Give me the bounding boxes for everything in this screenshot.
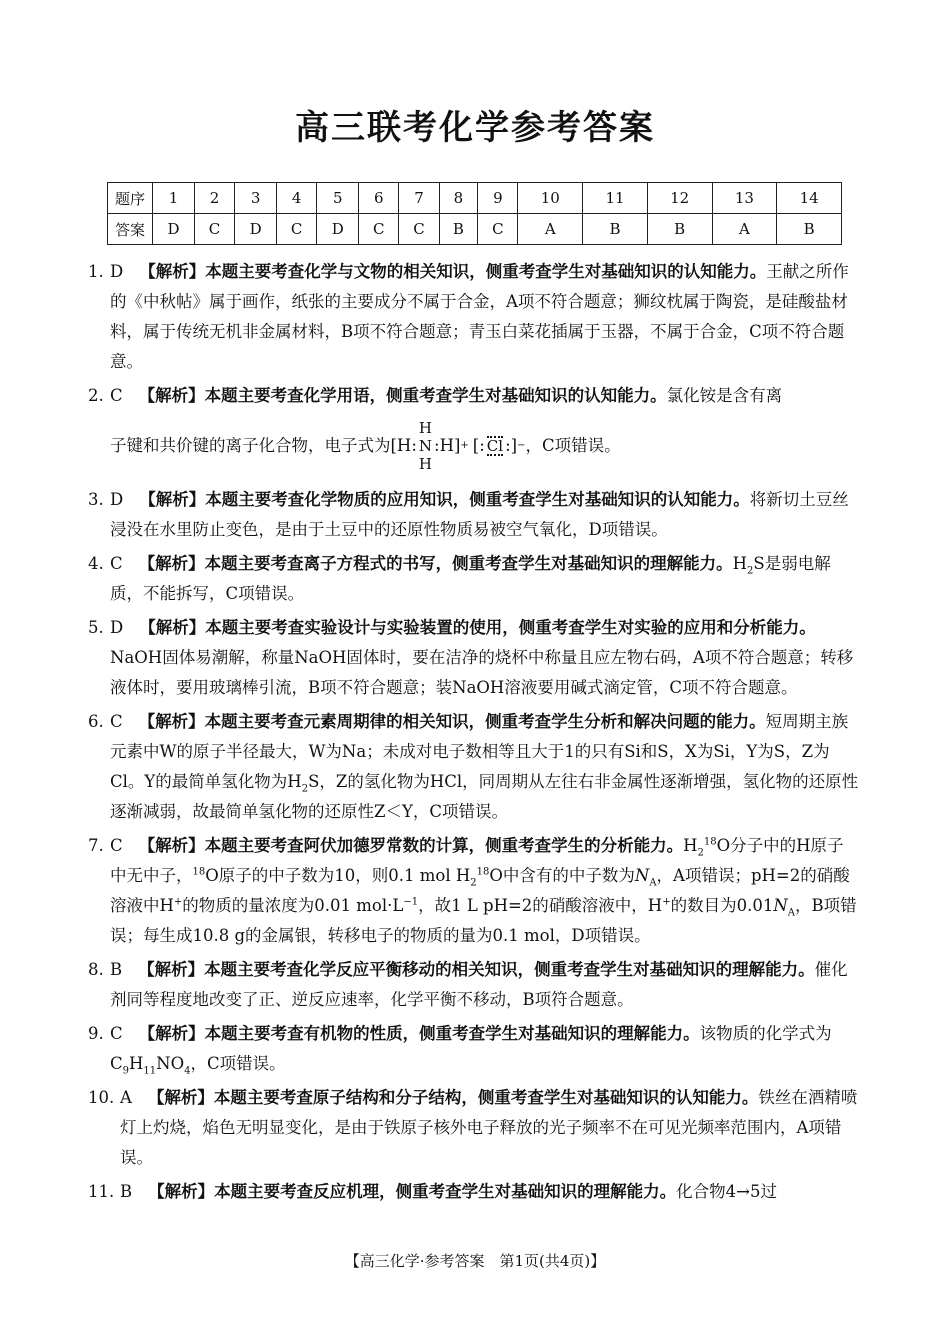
- table-cell: 14: [777, 183, 842, 214]
- page-footer: 【高三化学·参考答案 第1页(共4页)】: [344, 1252, 606, 1270]
- answer-letter: C: [110, 554, 123, 573]
- row-label-answers: 答案: [108, 214, 153, 245]
- question-10: [88, 1083, 860, 1173]
- lead-text: 本题主要考查化学用语，侧重考查学生对基础知识的认知能力。: [204, 386, 667, 405]
- table-cell: 2: [194, 183, 234, 214]
- answer-letter: C: [110, 836, 123, 855]
- lead-text: 本题主要考查化学物质的应用知识，侧重考查学生对基础知识的认知能力。: [205, 490, 750, 509]
- answer-letter: D: [110, 618, 124, 637]
- table-row-numbers: [108, 183, 842, 214]
- table-cell: B: [647, 214, 712, 245]
- formula-bracket: [H: [390, 436, 412, 455]
- question-9: [88, 1019, 860, 1079]
- body-text: 的数目为0.01: [670, 896, 774, 915]
- analysis-tag: 【解析】: [138, 836, 205, 855]
- question-8: [88, 955, 860, 1015]
- superscript: 18: [703, 836, 717, 848]
- formula-colon: :: [411, 436, 417, 455]
- answer-letter: B: [110, 960, 123, 979]
- table-cell: A: [712, 214, 777, 245]
- table-cell: 8: [439, 183, 478, 214]
- lead-text: 本题主要考查原子结构和分子结构，侧重考查学生对基础知识的认知能力。: [213, 1088, 759, 1107]
- formula-h-bottom: H: [418, 455, 432, 473]
- table-cell: 3: [235, 183, 277, 214]
- body-text: H: [732, 554, 748, 573]
- lead-text: 本题主要考查有机物的性质，侧重考查学生对基础知识的理解能力。: [204, 1024, 700, 1043]
- question-4: [88, 549, 860, 609]
- question-number: 6.: [88, 712, 104, 731]
- table-cell: 13: [712, 183, 777, 214]
- table-cell: A: [518, 214, 583, 245]
- subscript: 2: [301, 783, 309, 795]
- body-text: H: [683, 836, 698, 855]
- question-number: 4.: [88, 554, 104, 573]
- superscript: 18: [192, 866, 206, 878]
- subscript: A: [649, 877, 657, 889]
- question-number: 5.: [88, 618, 104, 637]
- analysis-tag: 【解析】: [138, 386, 205, 405]
- body-text: O中含有的中子数为: [489, 866, 635, 885]
- superscript: 18: [476, 866, 490, 878]
- lead-text: 本题主要考查反应机理，侧重考查学生对基础知识的理解能力。: [214, 1182, 677, 1201]
- formula-colon: :: [434, 436, 440, 455]
- answer-letter: C: [110, 1024, 123, 1043]
- analysis-tag: 【解析】: [138, 712, 205, 731]
- table-cell: C: [359, 214, 399, 245]
- table-cell: 9: [478, 183, 518, 214]
- question-number: 8.: [88, 960, 104, 979]
- table-cell: 6: [359, 183, 399, 214]
- body-text: NaOH固体易潮解，称量NaOH固体时，要在洁净的烧杯中称量且应左物右码，A项不符合题意；转移液体时，要用玻璃棒引流，B项不符合题意；装NaOH溶液要用碱式滴定管，C项不符合题意。: [110, 648, 854, 697]
- subscript: 11: [143, 1065, 157, 1077]
- lead-text: 本题主要考查化学反应平衡移动的相关知识，侧重考查学生对基础知识的理解能力。: [204, 960, 815, 979]
- body-text: S是弱电解质，不能拆写，C项错误。: [110, 554, 831, 603]
- table-cell: C: [194, 214, 234, 245]
- question-number: 9.: [88, 1024, 104, 1043]
- formula-cl-close: :]: [505, 436, 518, 455]
- table-cell: B: [439, 214, 478, 245]
- table-cell: B: [583, 214, 648, 245]
- table-cell: D: [153, 214, 195, 245]
- body-text: 铁丝在酒精喷灯上灼烧，焰色无明显变化，是由于铁原子核外电子释放的光子频率不在可见光频率范围内，A项错误。: [120, 1088, 858, 1167]
- question-number: 2.: [88, 386, 104, 405]
- body-text: 子键和共价键的离子化合物，电子式为: [110, 436, 391, 455]
- body-text: ，B项错误；每生成10.8 g的金属银，转移电子的物质的量为0.1 mol，D项错误。: [110, 896, 857, 945]
- subscript: 2: [697, 847, 704, 859]
- table-cell: 12: [647, 183, 712, 214]
- question-2: [88, 381, 860, 481]
- table-cell: 5: [317, 183, 359, 214]
- lead-text: 本题主要考查阿伏加德罗常数的计算，侧重考查学生的分析能力。: [204, 836, 684, 855]
- answer-letter: C: [110, 386, 123, 405]
- question-6: [88, 707, 860, 827]
- analysis-tag: 【解析】: [138, 554, 205, 573]
- row-label-numbers: 题序: [108, 183, 153, 214]
- electron-formula-line: 子键和共价键的离子化合物，电子式为 [H : H N H : H] + [: Cl :] − ，C项错误。: [110, 419, 621, 473]
- body-text: 王献之所作的《中秋帖》属于画作，纸张的主要成分不属于合金，A项不符合题意；狮纹枕属于陶瓷，是硅酸盐材料，属于传统无机非金属材料，B项不符合题意；青玉白菜花插属于玉器，不属于合金，C项不符合题意。: [110, 262, 849, 371]
- body-text: ，C项错误。: [525, 436, 621, 455]
- table-cell: D: [317, 214, 359, 245]
- body-text: ，C项错误。: [190, 1054, 286, 1073]
- table-cell: 10: [518, 183, 583, 214]
- body-text: 该物质的化学式为C: [110, 1024, 832, 1073]
- subscript: 2: [747, 565, 754, 577]
- superscript: +: [173, 896, 183, 908]
- formula-h-top: H: [418, 419, 432, 437]
- page-title: 高三联考化学参考答案: [295, 108, 655, 148]
- question-number: 7.: [88, 836, 104, 855]
- table-cell: 11: [583, 183, 648, 214]
- table-cell: C: [478, 214, 518, 245]
- body-text: 催化剂同等程度地改变了正、逆反应速率，化学平衡不移动，B项符合题意。: [110, 960, 848, 1009]
- table-cell: B: [777, 214, 842, 245]
- question-3: [88, 485, 860, 545]
- answer-letter: D: [110, 490, 124, 509]
- body-text: O原子的中子数为10，则0.1 mol H: [205, 866, 471, 885]
- lead-text: 本题主要考查化学与文物的相关知识，侧重考查学生对基础知识的认知能力。: [205, 262, 767, 281]
- lead-text: 本题主要考查元素周期律的相关知识，侧重考查学生分析和解决问题的能力。: [204, 712, 766, 731]
- answer-letter: D: [110, 262, 124, 281]
- question-number: 3.: [88, 490, 104, 509]
- analysis-tag: 【解析】: [148, 1182, 215, 1201]
- lead-text: 本题主要考查离子方程式的书写，侧重考查学生对基础知识的理解能力。: [204, 554, 733, 573]
- question-number: 11.: [88, 1182, 115, 1201]
- formula-n: N: [418, 437, 433, 455]
- analysis-tag: 【解析】: [138, 1024, 205, 1043]
- body-text: 短周期主族元素中W的原子半径最大，W为Na；未成对电子数相等且大于1的只有Si和S，X为Si，Y为S，Z为Cl。Y的最简单氢化物为H: [110, 712, 849, 791]
- formula-cl-open: [:: [472, 436, 485, 455]
- question-11: [88, 1177, 860, 1207]
- avogadro-symbol: N: [634, 866, 650, 885]
- body-text: 氯化铵是含有离: [666, 386, 783, 405]
- analysis-tag: 【解析】: [139, 490, 206, 509]
- body-text: ，故1 L pH=2的硝酸溶液中，H: [418, 896, 663, 915]
- explanations: [88, 257, 860, 1211]
- answer-letter: C: [110, 712, 123, 731]
- question-1: [88, 257, 860, 377]
- subscript: 9: [122, 1065, 129, 1077]
- body-text: 化合物4→5过: [676, 1182, 777, 1201]
- avogadro-symbol: N: [773, 896, 788, 915]
- table-row-answers: [108, 214, 842, 245]
- body-text: H: [129, 1054, 144, 1073]
- subscript: 2: [470, 877, 477, 889]
- table-cell: 4: [277, 183, 317, 214]
- analysis-tag: 【解析】: [139, 262, 206, 281]
- question-5: [88, 613, 860, 703]
- question-number: 10.: [88, 1088, 115, 1107]
- body-text: NO: [156, 1054, 185, 1073]
- subscript: A: [787, 907, 795, 919]
- analysis-tag: 【解析】: [139, 618, 206, 637]
- answer-table: [107, 182, 842, 245]
- table-cell: C: [399, 214, 439, 245]
- table-cell: 7: [399, 183, 439, 214]
- body-text: ，A项错误；pH=2的硝酸溶液中H: [110, 866, 850, 915]
- analysis-tag: 【解析】: [147, 1088, 214, 1107]
- body-text: 的物质的量浓度为0.01 mol·L: [182, 896, 404, 915]
- formula-cl: Cl: [486, 437, 504, 455]
- superscript: +: [662, 896, 671, 908]
- question-number: 1.: [88, 262, 104, 281]
- formula-h-right: H]: [439, 436, 461, 455]
- chlorine-stack: [487, 436, 503, 456]
- nitrogen-stack: [419, 419, 432, 473]
- answer-letter: B: [120, 1182, 133, 1201]
- body-text: 将新切土豆丝浸没在水里防止变色，是由于土豆中的还原性物质易被空气氧化，D项错误。: [110, 490, 849, 539]
- subscript: 4: [184, 1065, 191, 1077]
- table-cell: C: [277, 214, 317, 245]
- analysis-tag: 【解析】: [138, 960, 205, 979]
- question-7: [88, 831, 860, 951]
- answer-letter: A: [120, 1088, 132, 1107]
- body-text: S，Z的氢化物为HCl，同周期从左往右非金属性逐渐增强，氢化物的还原性逐渐减弱，故最简单氢化物的还原性Z＜Y，C项错误。: [110, 772, 859, 821]
- table-cell: D: [235, 214, 277, 245]
- table-cell: 1: [153, 183, 195, 214]
- body-text: O分子中的H原子中无中子，: [110, 836, 844, 885]
- superscript: −1: [403, 896, 419, 908]
- lead-text: 本题主要考查实验设计与实验装置的使用，侧重考查学生对实验的应用和分析能力。: [205, 618, 816, 637]
